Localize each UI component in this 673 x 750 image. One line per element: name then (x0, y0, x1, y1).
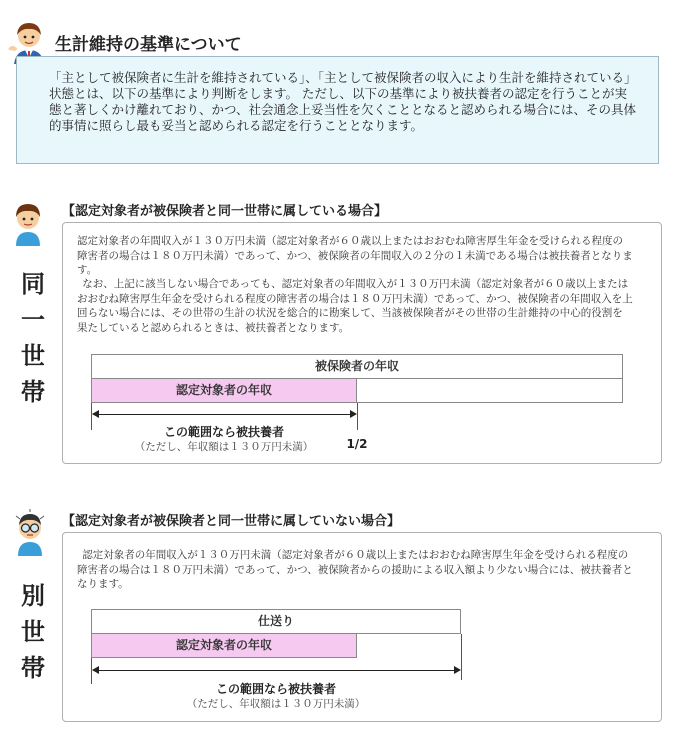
arrow-right-icon (350, 410, 357, 418)
range-caption: この範囲なら被扶養者 (163, 425, 284, 439)
boy-avatar-icon (10, 200, 46, 246)
range-arrow-line-2 (93, 670, 459, 671)
vertical-label-separate: 別世帯 (21, 582, 45, 682)
range-subcaption: （ただし、年収額は１３０万円未満） (134, 441, 314, 453)
dependent-income-label-2: 認定対象者の年収 (175, 638, 272, 652)
dependent-income-label: 認定対象者の年収 (175, 383, 272, 397)
range-tick-right (357, 403, 358, 430)
intro-text: 「主として被保険者に生計を維持されている」、「主として被保険者の収入により生計を維持されている」状態とは、以下の基準により判断をします。 ただし、以下の基準により被扶養者の認定を行うことが実態と著しくかけ離れており、かつ、社会通念上妥当性を欠くこととなると認められる場合には、その具体的事情に照らし最も妥当と認められる認定を行うこととなります。 (16, 56, 659, 164)
allowance-label: 仕送り (257, 614, 294, 628)
section-heading-same: 【認定対象者が被保険者と同一世帯に属している場合】 (62, 204, 388, 219)
dependent-income-bar (91, 378, 357, 403)
arrow-right-icon-2 (454, 666, 461, 674)
vertical-label-same: 同一世帯 (21, 270, 45, 406)
range-arrow-line (93, 414, 355, 415)
same-para-1: 認定対象者の年間収入が１３０万円未満（認定対象者が６０歳以上またはおおむね障害厚生年金を受けられる程度の障害者の場合は１８０万円未満）であって、かつ、被保険者の年間収入の２分の１未満である場合は被扶養者となります。 (77, 235, 633, 276)
insured-income-label: 被保険者の年収 (314, 359, 399, 373)
insured-income-bar (91, 354, 623, 379)
range-caption-2: この範囲なら被扶養者 (215, 682, 336, 696)
range-tick-right-2 (461, 634, 462, 680)
page-title: 生計維持の基準について (55, 35, 242, 55)
half-ratio-label: 1/2 (346, 437, 368, 451)
same-para-2: なお、上記に該当しない場合であっても、認定対象者の年間収入が１３０万円未満（認定対象者が６０歳以上またはおおむね障害厚生年金を受けられる程度の障害者の場合は１８０万円未満）であって、かつ、被保険者の年間収入を上回らない場合には、その世帯の生計の状況を総合的に勘案して、当該被保険者がその世帯の生計維持の中心的役割を果たしていると認められるときは、被扶養者となります。 (77, 278, 633, 334)
section-heading-separate: 【認定対象者が被保険者と同一世帯に属していない場合】 (62, 514, 401, 529)
allowance-bar (91, 609, 461, 634)
glasses-man-avatar-icon (12, 508, 48, 556)
arrow-left-icon-2 (92, 666, 99, 674)
range-subcaption-2: （ただし、年収額は１３０万円未満） (186, 698, 366, 710)
dependent-income-bar-2 (91, 633, 357, 658)
separate-para: 認定対象者の年間収入が１３０万円未満（認定対象者が６０歳以上またはおおむね障害厚生年金を受けられる程度の障害者の場合は１８０万円未満）であって、かつ、被保険者からの援助による収入額より少ない場合には、被扶養者となります。 (77, 549, 633, 590)
arrow-left-icon (92, 410, 99, 418)
